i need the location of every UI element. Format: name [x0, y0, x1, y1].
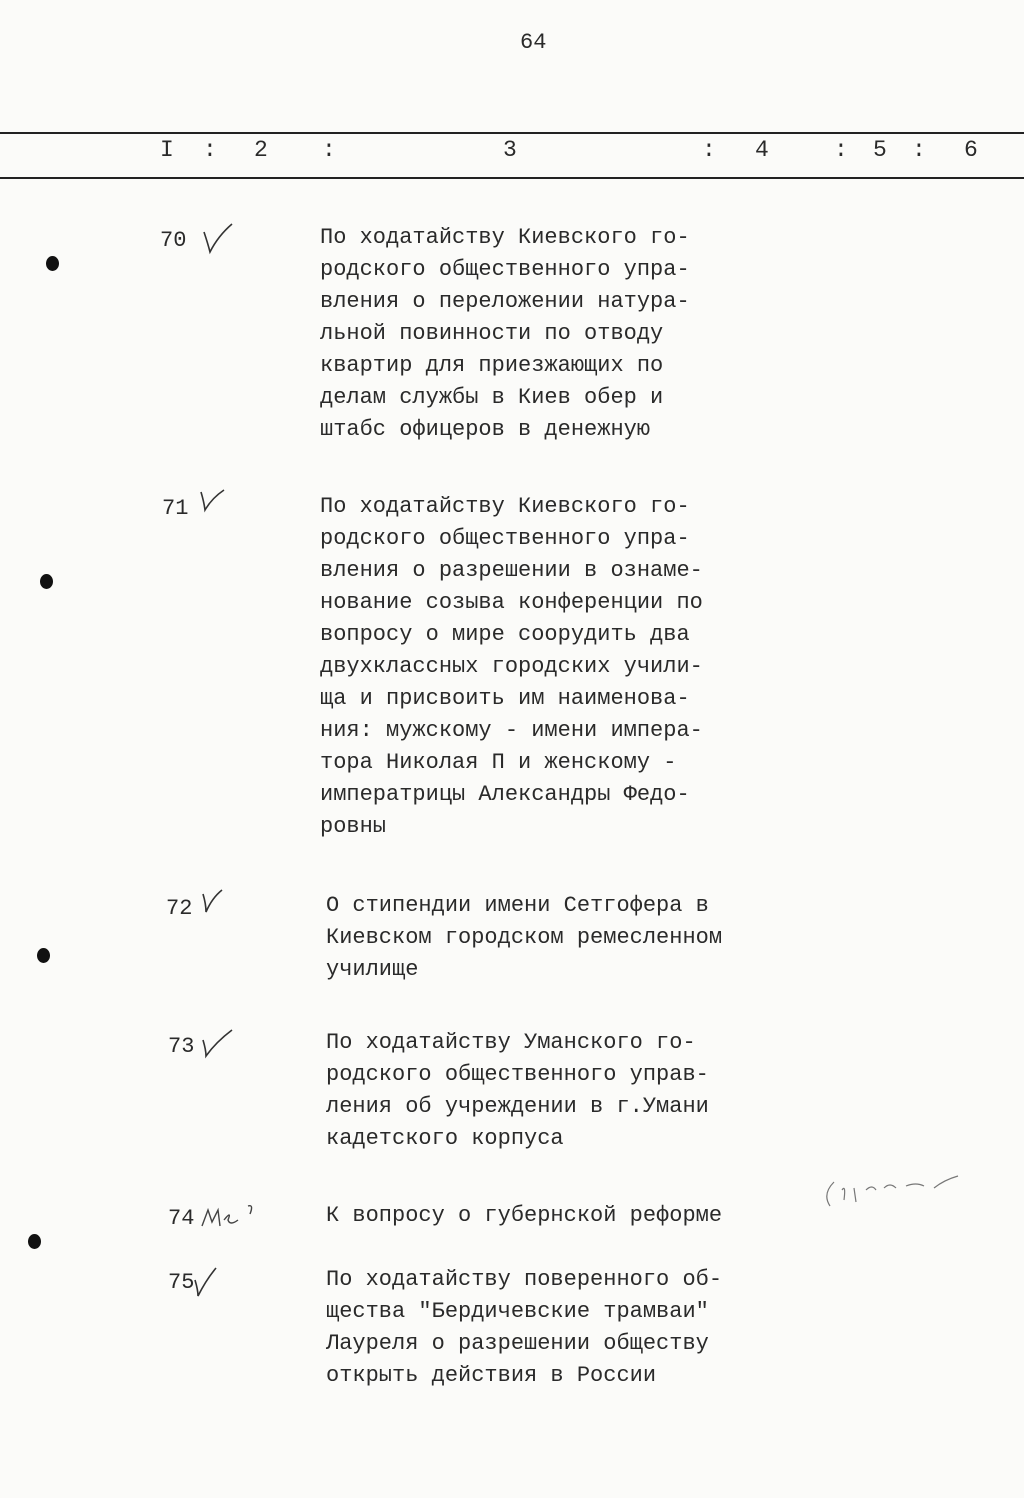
- text-line: По ходатайству Киевского го-: [320, 225, 690, 250]
- checkmark-icon: [200, 222, 236, 256]
- text-line: штабс офицеров в денежную: [320, 417, 651, 442]
- text-line: ния: мужскому - имени импера-: [320, 718, 703, 743]
- text-line: родского общественного упра-: [320, 526, 690, 551]
- handwritten-note-icon: [198, 1200, 262, 1234]
- entry-number: 74: [168, 1206, 195, 1231]
- column-separator: :: [912, 137, 926, 163]
- column-separator: :: [702, 137, 716, 163]
- checkmark-icon: [198, 486, 228, 516]
- entry-number: 70: [160, 228, 187, 253]
- text-line: делам службы в Киев обер и: [320, 385, 664, 410]
- binder-hole: [28, 1234, 41, 1249]
- text-line: двухклассных городских учили-: [320, 654, 703, 679]
- binder-hole: [37, 948, 50, 963]
- column-separator: :: [203, 137, 217, 163]
- text-line: Лауреля о разрешении обществу: [326, 1331, 709, 1356]
- text-line: По ходатайству Уманского го-: [326, 1030, 696, 1055]
- text-line: вления о переложении натура-: [320, 289, 690, 314]
- text-line: вления о разрешении в ознаме-: [320, 558, 703, 583]
- text-line: родского общественного упра-: [320, 257, 690, 282]
- text-line: родского общественного управ-: [326, 1062, 709, 1087]
- entry-text: [320, 222, 690, 446]
- binder-hole: [46, 256, 59, 271]
- text-line: По ходатайству поверенного об-: [326, 1267, 723, 1292]
- text-line: императрицы Александры Федо-: [320, 782, 690, 807]
- header-top-rule: [0, 132, 1024, 134]
- text-line: открыть действия в России: [326, 1363, 657, 1388]
- entry-text: [326, 1264, 722, 1392]
- text-line: О стипендии имени Сетгофера в: [326, 893, 709, 918]
- column-5-label: 5: [873, 137, 887, 163]
- checkmark-icon: [200, 886, 230, 918]
- column-2-label: 2: [254, 137, 268, 163]
- page-number: 64: [520, 30, 547, 55]
- column-1-label: I: [160, 137, 174, 163]
- column-3-label: 3: [503, 137, 517, 163]
- text-line: ровны: [320, 814, 387, 839]
- text-line: кадетского корпуса: [326, 1126, 564, 1151]
- column-4-label: 4: [755, 137, 769, 163]
- text-line: тора Николая П и женскому -: [320, 750, 677, 775]
- entry-number: 75: [168, 1270, 195, 1295]
- header-bottom-rule: [0, 177, 1024, 179]
- column-separator: :: [322, 137, 336, 163]
- binder-hole: [40, 574, 53, 589]
- text-line: квартир для приезжающих по: [320, 353, 664, 378]
- entry-number: 72: [166, 896, 193, 921]
- entry-text: [320, 491, 703, 843]
- text-line: Киевском городском ремесленном: [326, 925, 723, 950]
- text-line: нование созыва конференции по: [320, 590, 703, 615]
- column-6-label: 6: [964, 137, 978, 163]
- text-line: ления об учреждении в г.Умани: [326, 1094, 709, 1119]
- entry-text: [326, 1027, 709, 1155]
- text-line: ща и присвоить им наименова-: [320, 686, 690, 711]
- entry-text: [326, 1200, 722, 1232]
- handwritten-annotation-icon: [820, 1172, 970, 1222]
- text-line: вопросу о мире соорудить два: [320, 622, 690, 647]
- checkmark-icon: [192, 1266, 222, 1300]
- text-line: училище: [326, 957, 419, 982]
- checkmark-icon: [200, 1028, 236, 1060]
- text-line: По ходатайству Киевского го-: [320, 494, 690, 519]
- text-line: льной повинности по отводу: [320, 321, 664, 346]
- entry-text: [326, 890, 722, 986]
- text-line: щества "Бердичевские трамваи": [326, 1299, 709, 1324]
- column-separator: :: [834, 137, 848, 163]
- entry-number: 71: [162, 496, 189, 521]
- text-line: К вопросу о губернской реформе: [326, 1203, 723, 1228]
- entry-number: 73: [168, 1034, 195, 1059]
